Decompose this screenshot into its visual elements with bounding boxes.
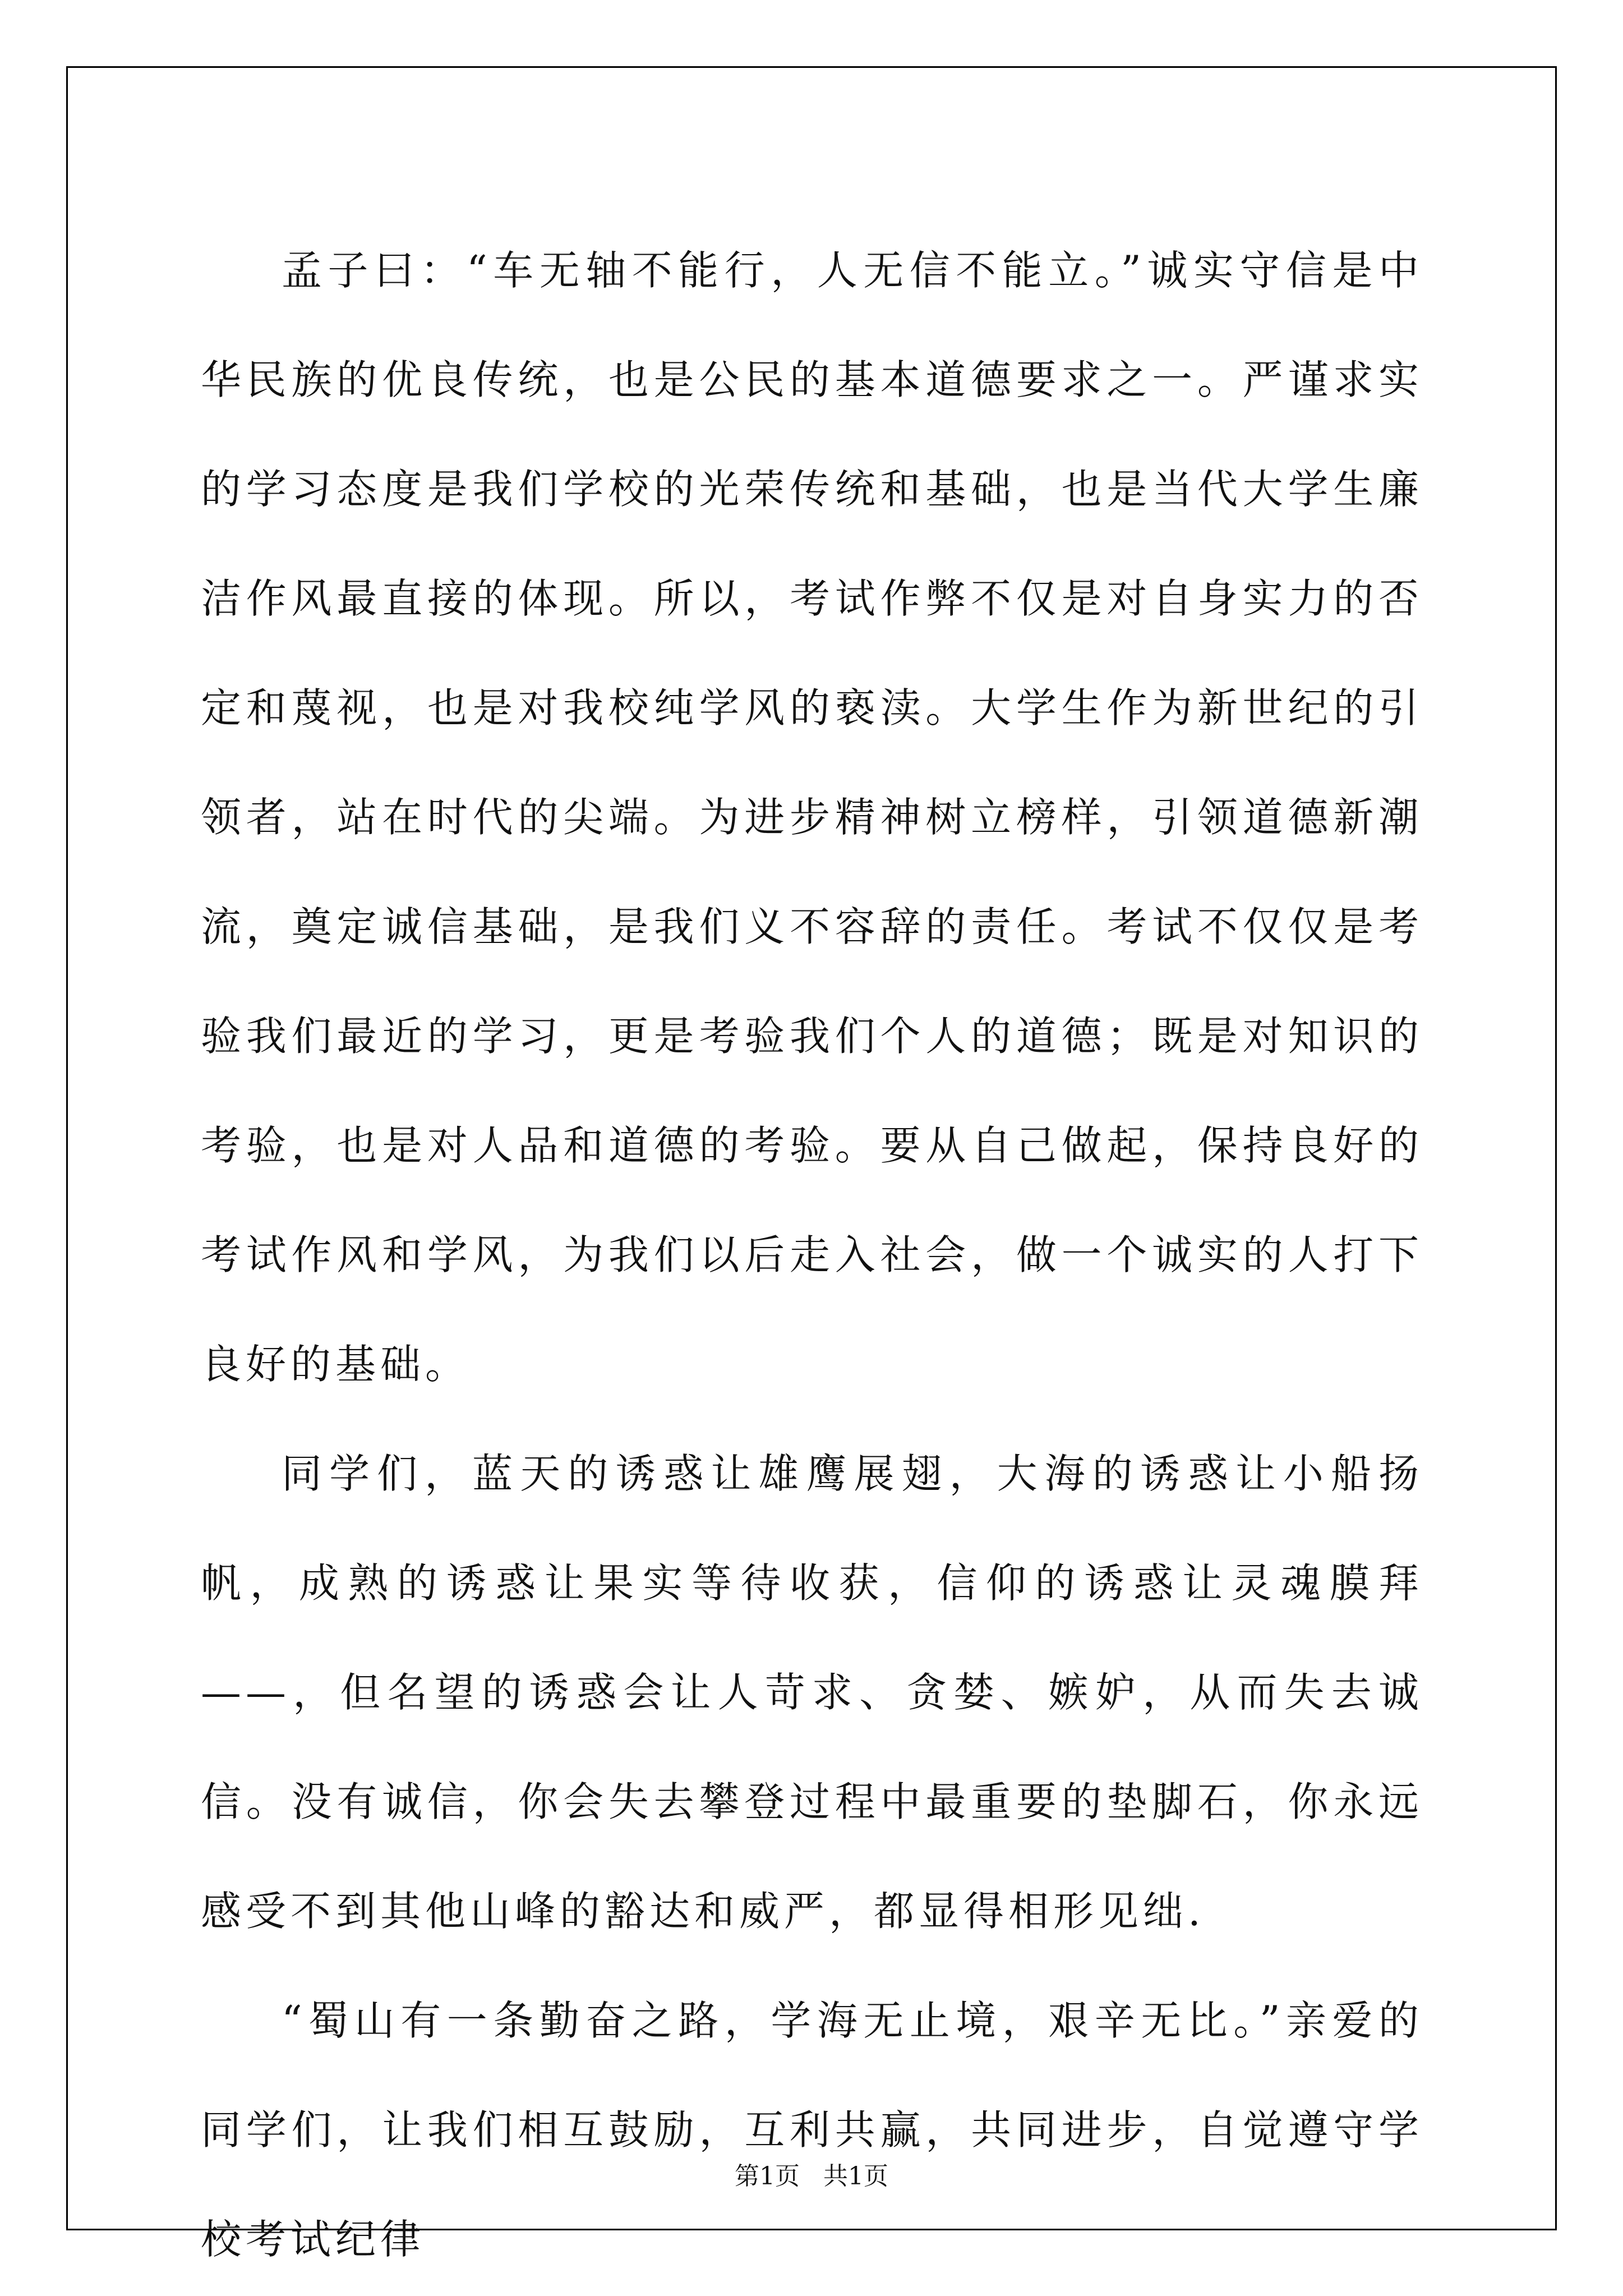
document-body [201,216,1423,2294]
page-number-footer: 第1页 共1页 [735,2162,888,2191]
paragraph-2: 同学们，蓝天的诱惑让雄鹰展翅，大海的诱惑让小船扬帆，成熟的诱惑让果实等待收获，信仰的诱惑让灵魂膜拜——，但名望的诱惑会让人苛求、贪婪、嫉妒，从而失去诚信。没有诚信，你会失去攀登过程中最重要的垫脚石，你永远感受不到其他山峰的豁达和威严，都显得相形见绌. [201,1450,1423,1935]
paragraph-3: “蜀山有一条勤奋之路，学海无止境，艰辛无比。”亲爱的同学们，让我们相互鼓励，互利共赢，共同进步，自觉遵守学校考试纪律 [201,1997,1423,2263]
paragraph-1: 孟子曰：“车无轴不能行，人无信不能立。”诚实守信是中华民族的优良传统，也是公民的基本道德要求之一。严谨求实的学习态度是我们学校的光荣传统和基础，也是当代大学生廉洁作风最直接的体现。所以，考试作弊不仅是对自身实力的否定和蔑视，也是对我校纯学风的亵渎。大学生作为新世纪的引领者，站在时代的尖端。为进步精神树立榜样，引领道德新潮流，奠定诚信基础，是我们义不容辞的责任。考试不仅仅是考验我们最近的学习，更是考验我们个人的道德；既是对知识的考验，也是对人品和道德的考验。要从自己做起，保持良好的考试作风和学风，为我们以后走入社会，做一个诚实的人打下良好的基础。 [201,247,1423,1388]
